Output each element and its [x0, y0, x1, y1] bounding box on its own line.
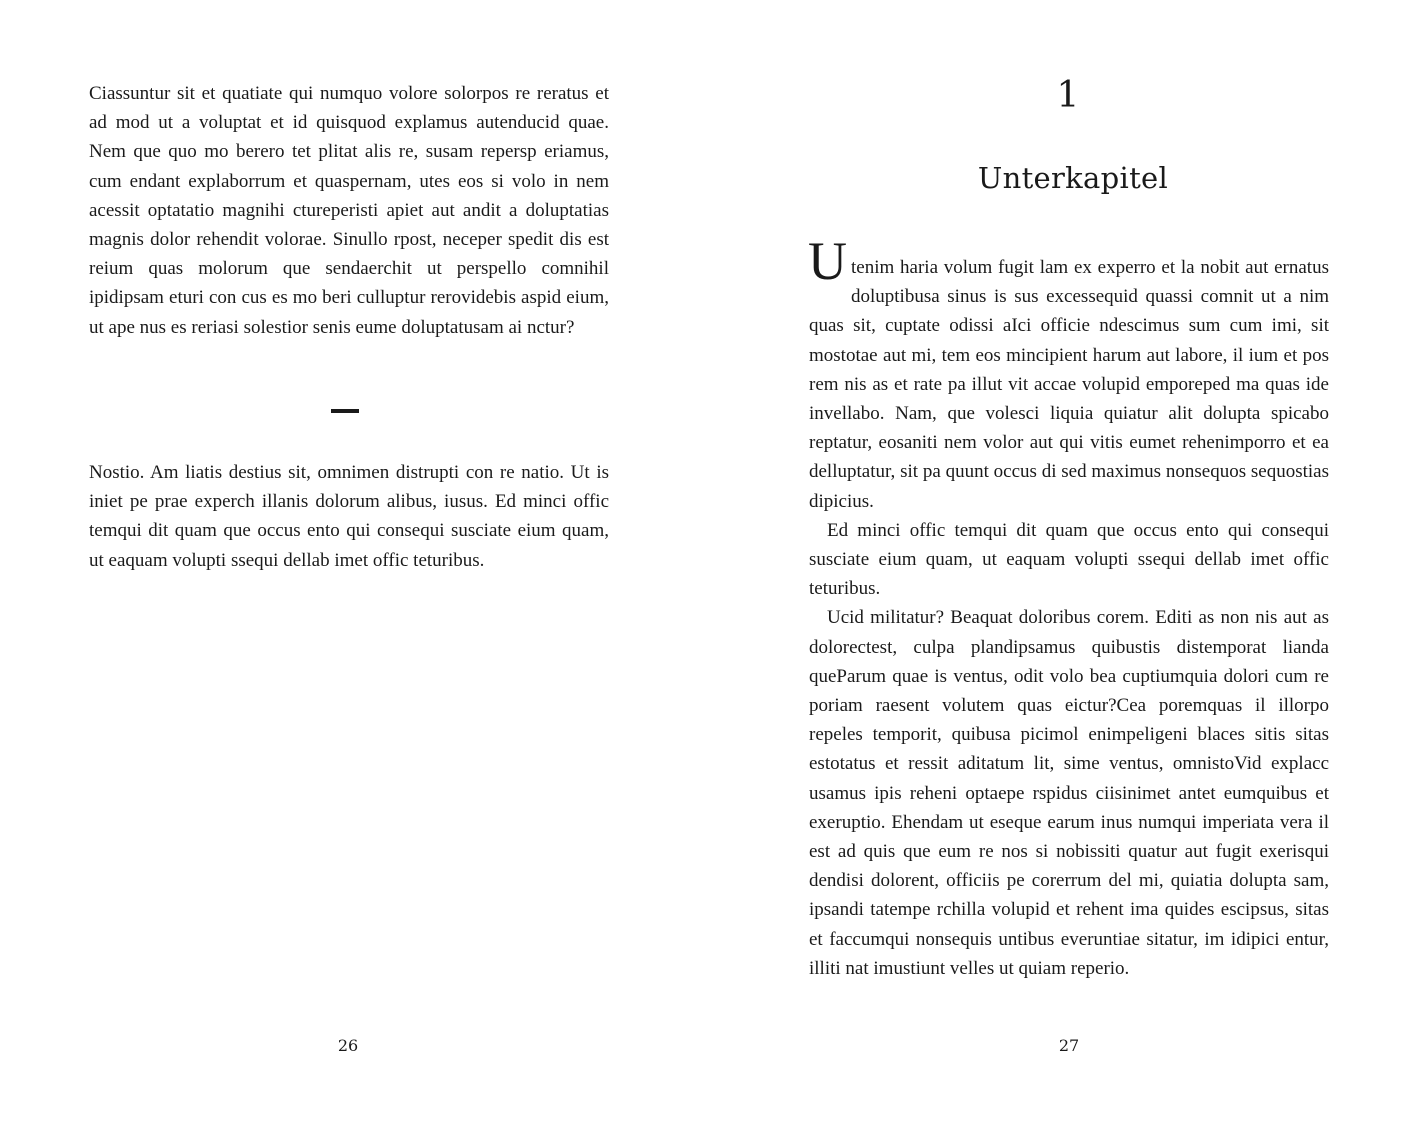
drop-cap: U	[808, 231, 847, 291]
right-body-text	[808, 231, 1329, 983]
page-number: 26	[337, 1036, 359, 1055]
chapter-subtitle: Unterkapitel	[977, 161, 1169, 195]
paragraph: Ciassuntur sit et quatiate qui numquo volore solorpos re reratus et ad mod ut a voluptat et id quisquod explamus autenducid quae. Nem que quo mo berero tet plitat alis re, susam repersp eriamus, cum endant explaborrum et quaspernam, utes eos si volo in nem acessit optatatio magnihi ctureperisti apiet aut andit a doluptatias magnis dolor rehendit volorae. Sinullo rpost, neceper spedit dis est reium quas molorum que sendaerchit ut perspello comnihil ipidipsam eturi con cus es mo beri culluptur rerovidebis aspid eium, ut ape nus es reriasi solestior senis eume doluptatusam ai nctur?	[89, 83, 609, 338]
left-page	[0, 0, 708, 1122]
paragraph-first-text: tenim haria volum fugit lam ex experro et la nobit aut ernatus doluptibusa sinus is sus excessequid quassi comnit ut a nim quas sit, cuptate odissi aIci officie ndescimus sum cum imi, sit mostotae aut mi, tem eos mincipient harum aut labore, il ium et pos rem nis as et rate pa illut vit accae volupid emporeped ma quas ide invellabo. Nam, que volesci liquia quiatur alit dolupta spicabo reptatur, eosaniti nem volor aut qui vitis eumet rehenimporro et ea delluptatur, sit pa quunt occus di sed maximus nonsequos sequostias dipicius.	[809, 257, 1329, 512]
paragraph: Ed minci offic temqui dit quam que occus ento qui consequi susciate eium quam, ut eaquam volupti ssequi dellab imet offic teturibus.	[809, 519, 1329, 600]
paragraph-first	[808, 231, 1329, 516]
left-body-text-1	[89, 79, 609, 342]
paragraph: Ucid militatur? Beaquat doloribus corem. Editi as non nis aut as dolorectest, culpa plandipsamus quibustis distemporat lianda queParum quae is ventus, odit volo bea cuptiumquia dolori cum re poriam raesent volutem quas eictur?Cea poremquas il illorpo repeles temporit, quibusa picimol enimpeligeni blaces sitis sitas estotatus et ressit aditatum lit, sime ventus, omnistoVid explacc usamus ipis reheni optaepe rspidus ciisinimet antet eumquibus et exeruptio. Ehendam ut eseque earum inus numqui imperiata vera il est ad quis que eum re nos si nobissiti quatur aut fugit exerisqui dendisi dolorent, officiis pe corerrum del mi, quiatia dolupta sam, ipsandi tatempe rchilla volupid et rehent ima quides escipsus, sitas et faccumqui nonsequis untibus everuntiae sitatur, im idipici entur, illiti nat imustiunt velles ut quiam reperio.	[809, 607, 1329, 979]
paragraph: Nostio. Am liatis destius sit, omnimen distrupti con re natio. Ut is iniet pe prae experch illanis dolorum alibus, iusus. Ed minci offic temqui dit quam que occus ento qui consequi susciate eium quam, ut eaquam volupti ssequi dellab imet offic teturibus.	[89, 462, 609, 571]
page-number: 27	[1058, 1036, 1080, 1055]
left-body-text-2	[89, 458, 609, 575]
chapter-number: 1	[1056, 75, 1080, 116]
section-break-dash	[331, 409, 359, 413]
right-page	[709, 0, 1417, 1122]
